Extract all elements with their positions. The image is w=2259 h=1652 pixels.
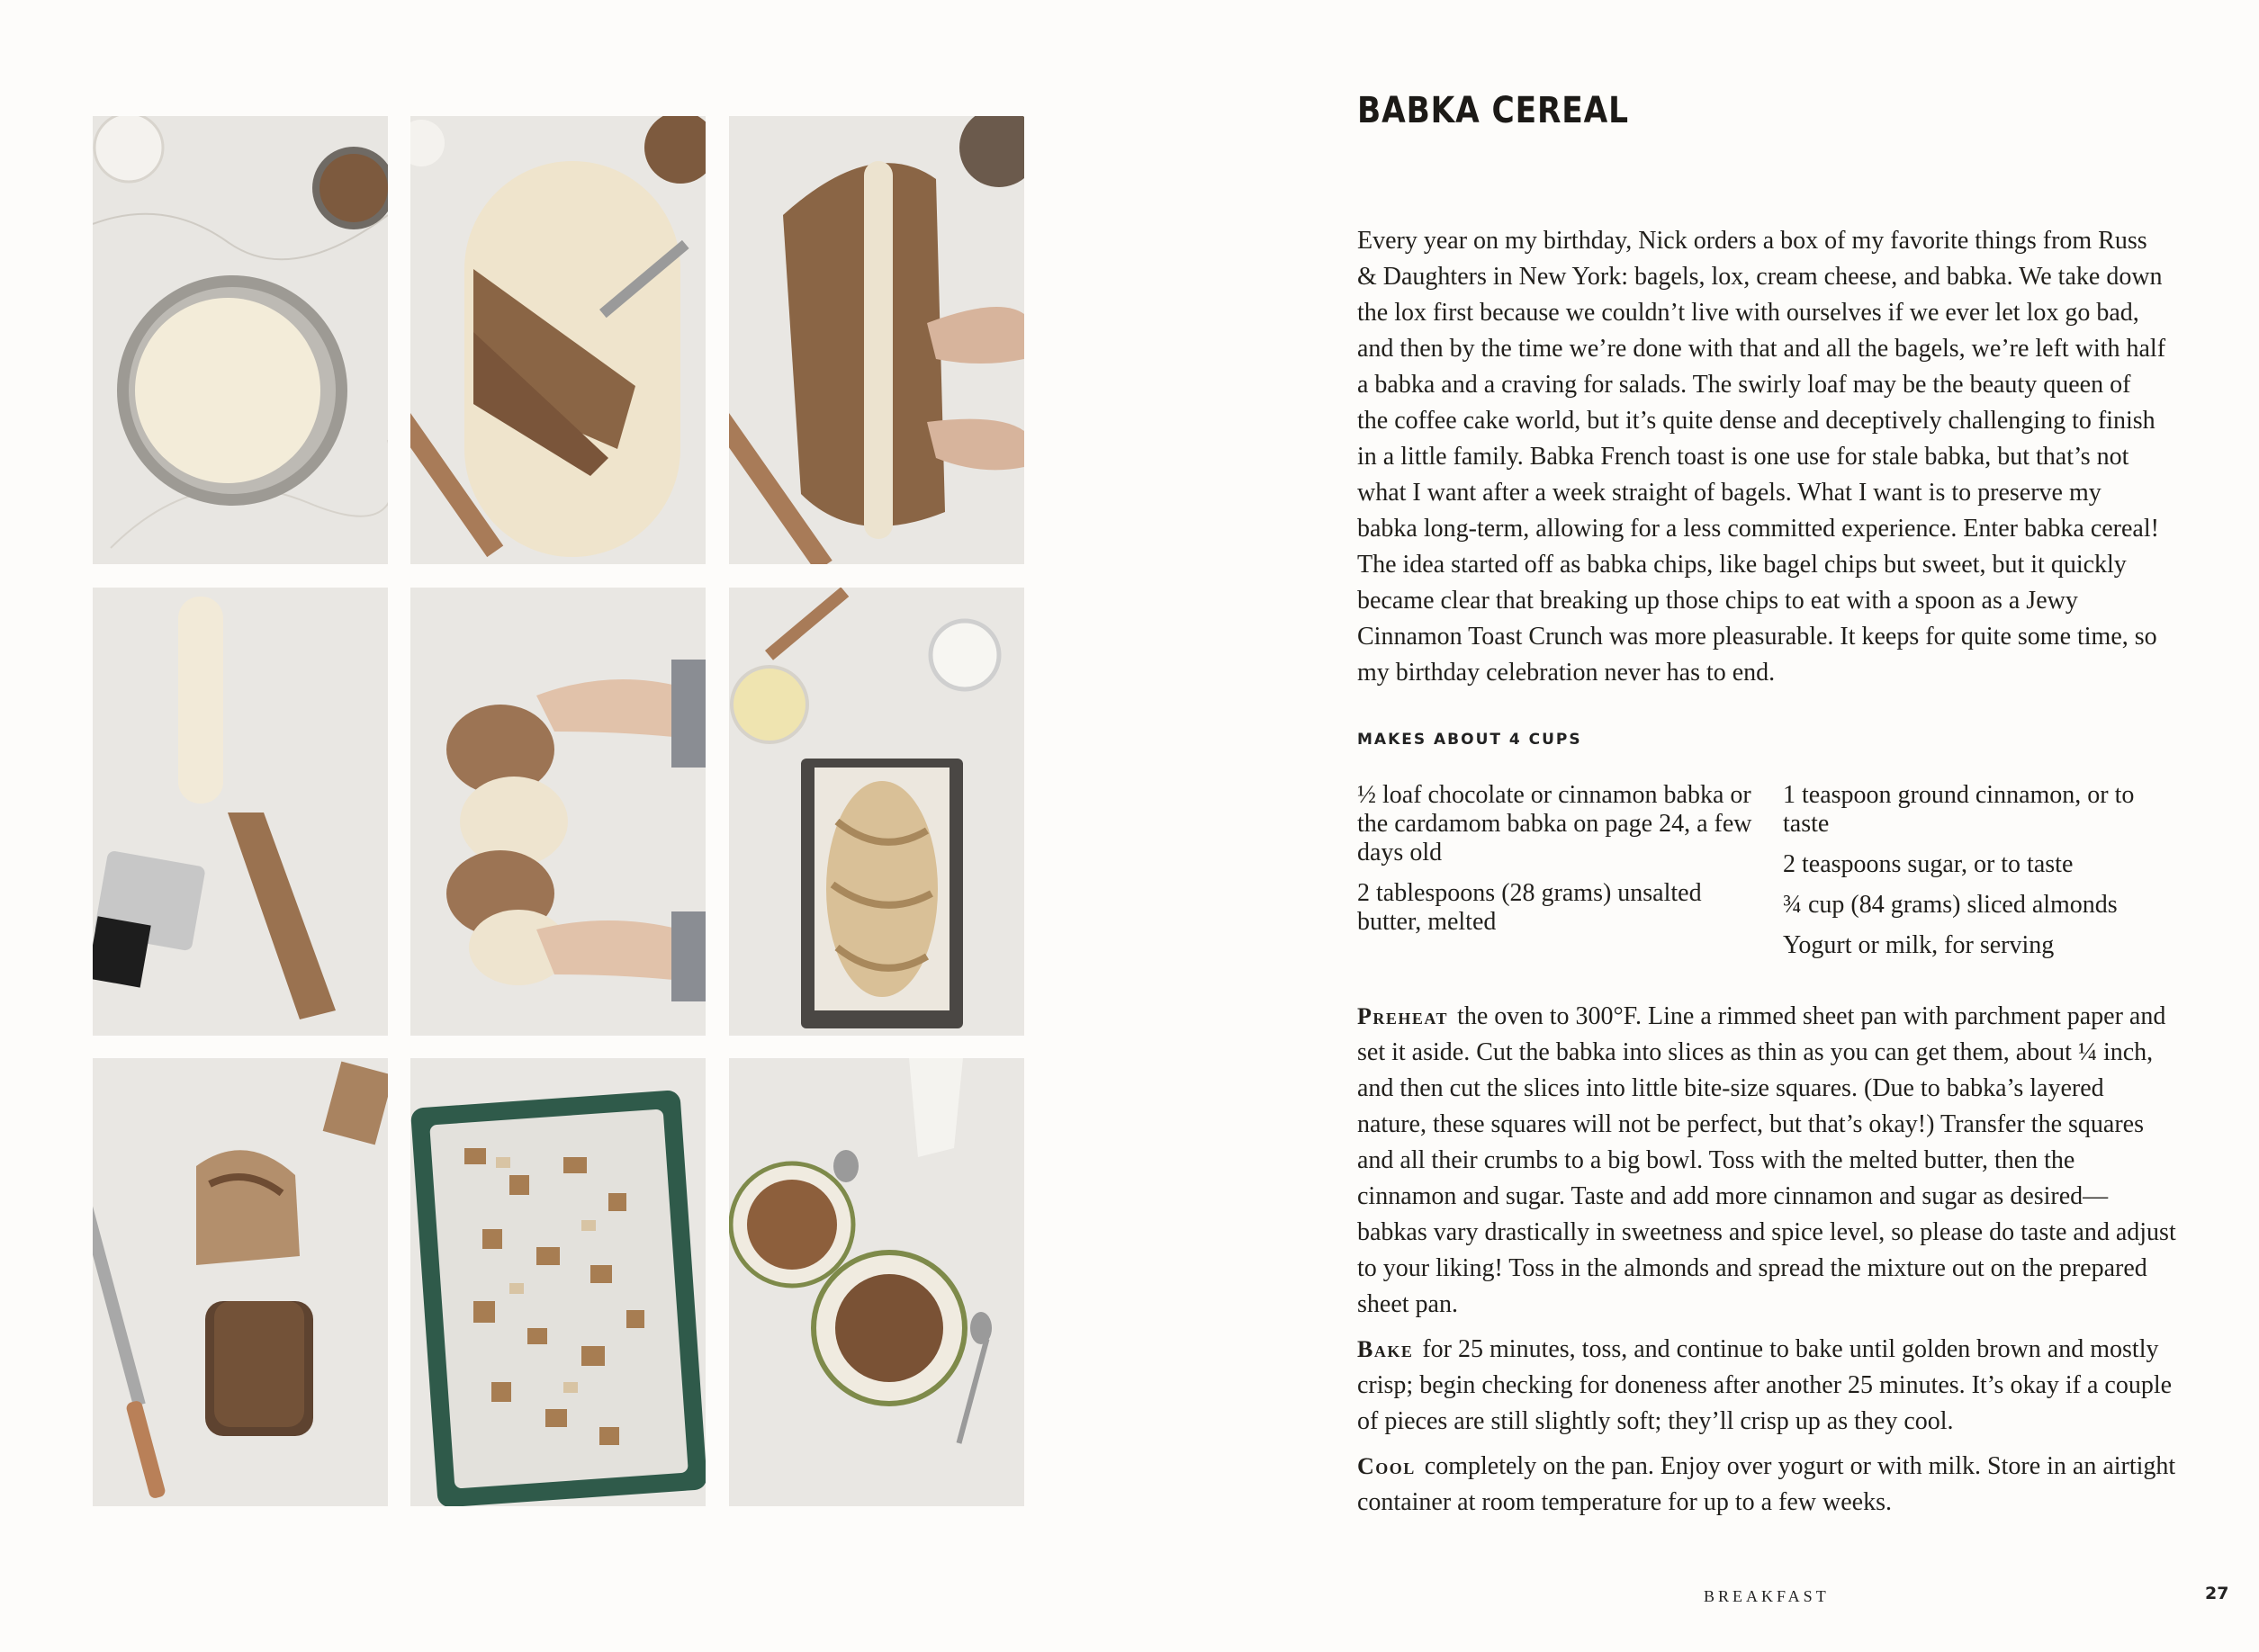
step-lead: Cool <box>1357 1453 1416 1479</box>
recipe-intro: Every year on my birthday, Nick orders a box of my favorite things from Russ & Daughters in New York: bagels, lox, cream cheese, and babka. We take down the lox first because we couldn’t live with ourselves if we ever let lox go bad, and then by the time we’re done with that and all the bagels, we’re left with half a babka and a craving for salads. The swirly loaf may be the beauty queen of the coffee cake world, but it’s quite dense and deceptively challenging to finish in a little family. Babka French toast is one use for stale babka, but that’s not what I want after a week straight of bagels. What I want is to preserve my babka long-term, allowing for a less committed experience. Enter babka cereal! The idea started off as babka chips, like bagel chips but sweet, but it quickly became clear that breaking up those chips to eat with a spoon as a Jewy Cinnamon Toast Crunch was more pleasurable. It keeps for quite some time, so my birthday celebration never has to end. <box>1357 227 2166 687</box>
ingredients-left-column <box>1357 781 1753 948</box>
page-number: 27 <box>2205 1584 2229 1603</box>
photo-spreading-filling <box>410 116 706 564</box>
photo-sliced-babka <box>93 1058 388 1506</box>
step-text: the oven to 300°F. Line a rimmed sheet pan with parchment paper and set it aside. Cut the babka into slices as thin as you can get them, about ¼ inch, and then cut the slices into little bite-size squares. (Due to babka’s layered nature, these squares will not be perfect, but that’s okay!) Transfer the squares and all their crumbs to a big bowl. Toss with the melted butter, then the cinnamon and sugar. Taste and add more cinnamon and sugar as desired—babkas vary drastically in sweetness and spice level, so please do taste and adjust to your liking! Toss in the almonds and spread the mixture out on the prepared sheet pan. <box>1357 1002 2176 1318</box>
step-bake <box>1357 1332 2176 1440</box>
recipe-yield: MAKES ABOUT 4 CUPS <box>1357 731 1582 749</box>
ingredient-item: ¾ cup (84 grams) sliced almonds <box>1783 891 2118 919</box>
step-text: completely on the pan. Enjoy over yogurt or with milk. Store in an airtight container at room temperature for up to a few weeks. <box>1357 1452 2176 1516</box>
step-preheat <box>1357 999 2176 1323</box>
photo-twisting-babka <box>410 588 706 1036</box>
ingredients-right-column <box>1783 781 2179 972</box>
recipe-title: BABKA CEREAL <box>1357 90 1629 131</box>
photo-cut-log <box>93 588 388 1036</box>
ingredient-item: Yogurt or milk, for serving <box>1783 931 2055 959</box>
step-lead: Preheat <box>1357 1003 1449 1029</box>
step-text: for 25 minutes, toss, and continue to bake until golden brown and mostly crisp; begin checking for doneness after another 25 minutes. It’s okay if a couple of pieces are still slightly soft; they’ll crisp up as they cool. <box>1357 1335 2173 1435</box>
step-cool <box>1357 1449 2176 1521</box>
step-lead: Bake <box>1357 1336 1414 1362</box>
recipe-steps <box>1357 999 2176 1530</box>
photo-rolling-dough <box>729 116 1024 564</box>
photo-cereal-bowls <box>729 1058 1024 1506</box>
photo-loaf-in-pan <box>729 588 1024 1036</box>
ingredient-item: 2 tablespoons (28 grams) unsalted butter, melted <box>1357 879 1702 936</box>
ingredient-item: 1 teaspoon ground cinnamon, or to taste <box>1783 781 2135 838</box>
photo-dough-in-bowl <box>93 116 388 564</box>
footer-section-label: BREAKFAST <box>1704 1587 1830 1605</box>
photo-sheet-pan-cereal <box>410 1058 706 1506</box>
ingredient-item: 2 teaspoons sugar, or to taste <box>1783 850 2074 878</box>
ingredient-item: ½ loaf chocolate or cinnamon babka or the cardamom babka on page 24, a few days old <box>1357 781 1752 866</box>
